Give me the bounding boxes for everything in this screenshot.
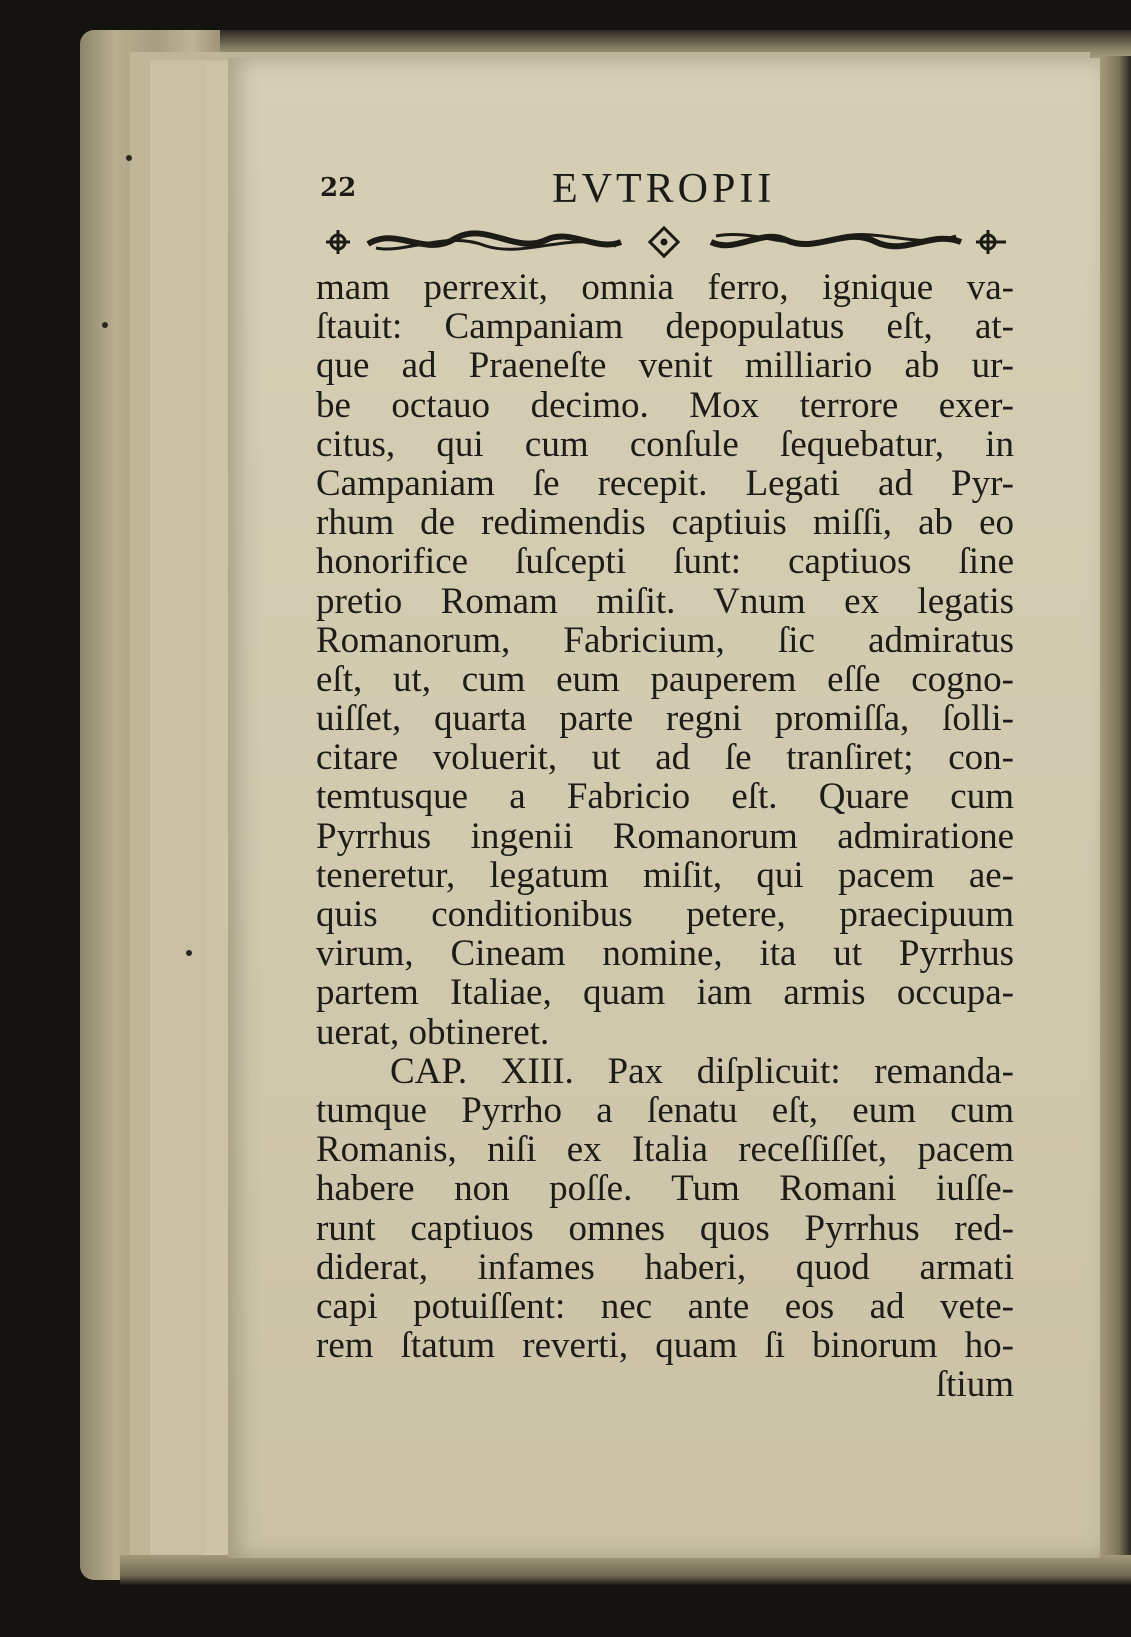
text-line: uiſſet, quarta parte regni promiſſa, ſolli- — [316, 698, 1014, 740]
text-line: ſtauit: Campaniam depopulatus eſt, at- — [316, 306, 1014, 348]
text-line: rhum de redimendis captiuis miſſi, ab eo — [316, 502, 1014, 544]
text-line: Romanis, niſi ex Italia receſſiſſet, pacem — [316, 1129, 1014, 1171]
chapter-line — [316, 1052, 1014, 1091]
text-line: pretio Romam miſit. Vnum ex legatis — [316, 580, 1014, 622]
body-text — [316, 268, 1014, 1404]
right-page-edge — [1100, 56, 1131, 1566]
running-title: EVTROPII — [552, 166, 776, 212]
binding-mark — [102, 322, 108, 328]
text-line: tumque Pyrrho a ſenatu eſt, eum cum — [316, 1089, 1014, 1131]
text-line: quis conditionibus petere, praecipuum — [316, 894, 1014, 935]
decorative-ornament-rule — [316, 224, 1016, 260]
text-line: diderat, infames haberi, quod armati — [316, 1246, 1014, 1288]
text-line: citare voluerit, ut ad ſe tranſiret; con- — [316, 737, 1014, 779]
text-line: Romanorum, Fabricium, ſic admiratus — [316, 619, 1014, 661]
page-number: 22 — [320, 173, 357, 203]
text-line: temtusque a Fabricio eſt. Quare cum — [316, 776, 1014, 818]
chapter-heading: CAP. XIII. — [390, 1050, 574, 1092]
text-line: teneretur, legatum miſit, qui pacem ae- — [316, 854, 1014, 896]
catchword: ſtium — [935, 1364, 1014, 1406]
binding-mark — [126, 155, 132, 161]
text-line: Pyrrhus ingenii Romanorum admiratione — [316, 815, 1014, 857]
text-line: partem Italiae, quam iam armis occupa- — [316, 972, 1014, 1014]
text-line: eſt, ut, cum eum pauperem eſſe cogno- — [316, 658, 1014, 700]
text-line: capi potuiſſent: nec ante eos ad vete- — [316, 1285, 1014, 1327]
binding-mark — [186, 950, 192, 956]
text-line: mam perrexit, omnia ferro, ignique va- — [316, 267, 1014, 308]
text-line: habere non poſſe. Tum Romani iuſſe- — [316, 1168, 1014, 1210]
text-line: runt captiuos omnes quos Pyrrhus red- — [316, 1207, 1014, 1249]
text-line: virum, Cineam nomine, ita ut Pyrrhus — [316, 933, 1014, 975]
text-line: honorifice ſuſcepti ſunt: captiuos ſine — [316, 541, 1014, 583]
page-header — [320, 165, 1010, 215]
text-line: citus, qui cum conſule ſequebatur, in — [316, 423, 1014, 465]
text-line: be octauo decimo. Mox terrore exer- — [316, 384, 1014, 426]
bottom-page-edge — [120, 1555, 1131, 1585]
text-line: rem ſtatum reverti, quam ſi binorum ho- — [316, 1325, 1014, 1367]
text-line: uerat, obtineret. — [316, 1011, 550, 1053]
chapter-first-line: Pax diſplicuit: remanda- — [607, 1050, 1014, 1092]
text-line: que ad Praeneſte venit milliario ab ur- — [316, 345, 1014, 387]
text-line: Campaniam ſe recepit. Legati ad Pyr- — [316, 462, 1014, 504]
